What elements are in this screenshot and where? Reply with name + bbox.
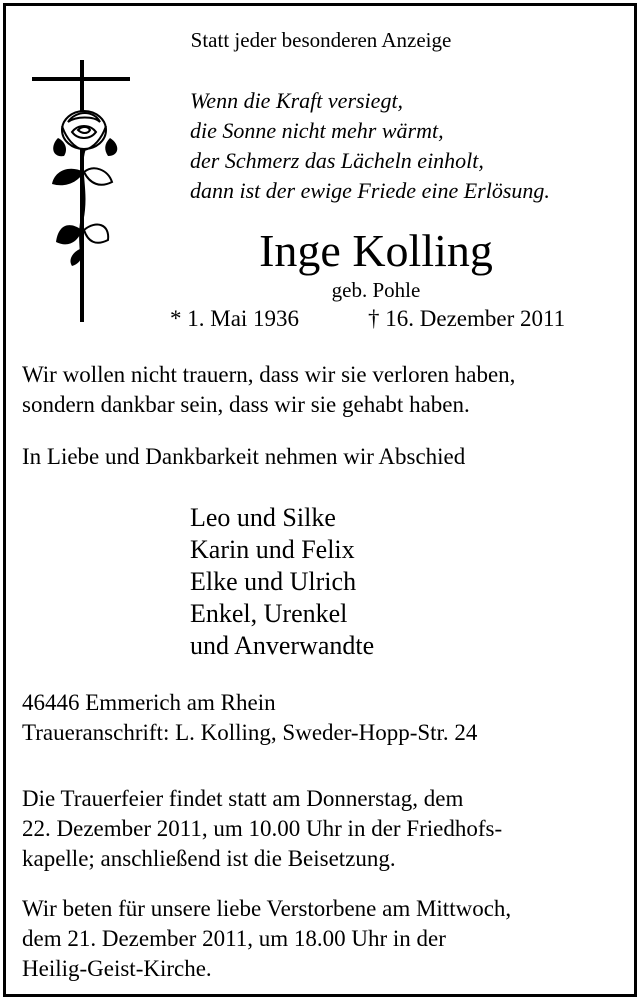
header-notice: Statt jeder besonderen Anzeige [190,28,452,52]
quote-line: Wir wollen nicht trauern, dass wir sie verloren haben, [22,362,516,387]
funeral-line: 22. Dezember 2011, um 10.00 Uhr in der Friedhofs- [22,816,503,841]
poem [190,86,550,206]
address-line: 46446 Emmerich am Rhein [22,690,276,715]
family-member: Karin und Felix [190,535,355,564]
farewell-text [22,442,465,472]
quote [22,360,515,420]
poem-line: Wenn die Kraft versiegt, [190,88,404,113]
address-line: Traueranschrift: L. Kolling, Sweder-Hopp-Str. 24 [22,720,478,745]
prayer-line: dem 21. Dezember 2011, um 18.00 Uhr in der [22,926,446,951]
prayer-line: Heilig-Geist-Kirche. [22,956,212,981]
deceased-name: Inge Kolling [259,225,493,276]
family-member: und Anverwandte [190,631,375,660]
family-member: Leo und Silke [190,503,336,532]
funeral-line: kapelle; anschließend ist die Beisetzung. [22,846,396,871]
address-block [22,688,477,748]
funeral-info [22,784,502,874]
quote-line: sondern dankbar sein, dass wir sie gehabt haben. [22,392,470,417]
prayer-info [22,894,511,984]
death-date: † 16. Dezember 2011 [368,306,566,331]
prayer-line: Wir beten für unsere liebe Verstorbene am Mittwoch, [22,896,512,921]
family-member: Elke und Ulrich [190,567,357,596]
funeral-line: Die Trauerfeier findet statt am Donnerstag, dem [22,786,464,811]
farewell-line: In Liebe und Dankbarkeit nehmen wir Abschied [22,444,466,469]
birth-date: * 1. Mai 1936 [170,306,300,331]
family-list [190,502,374,662]
maiden-name: geb. Pohle [331,278,421,302]
poem-line: dann ist der ewige Friede eine Erlösung. [190,178,550,203]
poem-line: der Schmerz das Lächeln einholt, [190,148,484,173]
family-member: Enkel, Urenkel [190,599,348,628]
poem-line: die Sonne nicht mehr wärmt, [190,118,444,143]
